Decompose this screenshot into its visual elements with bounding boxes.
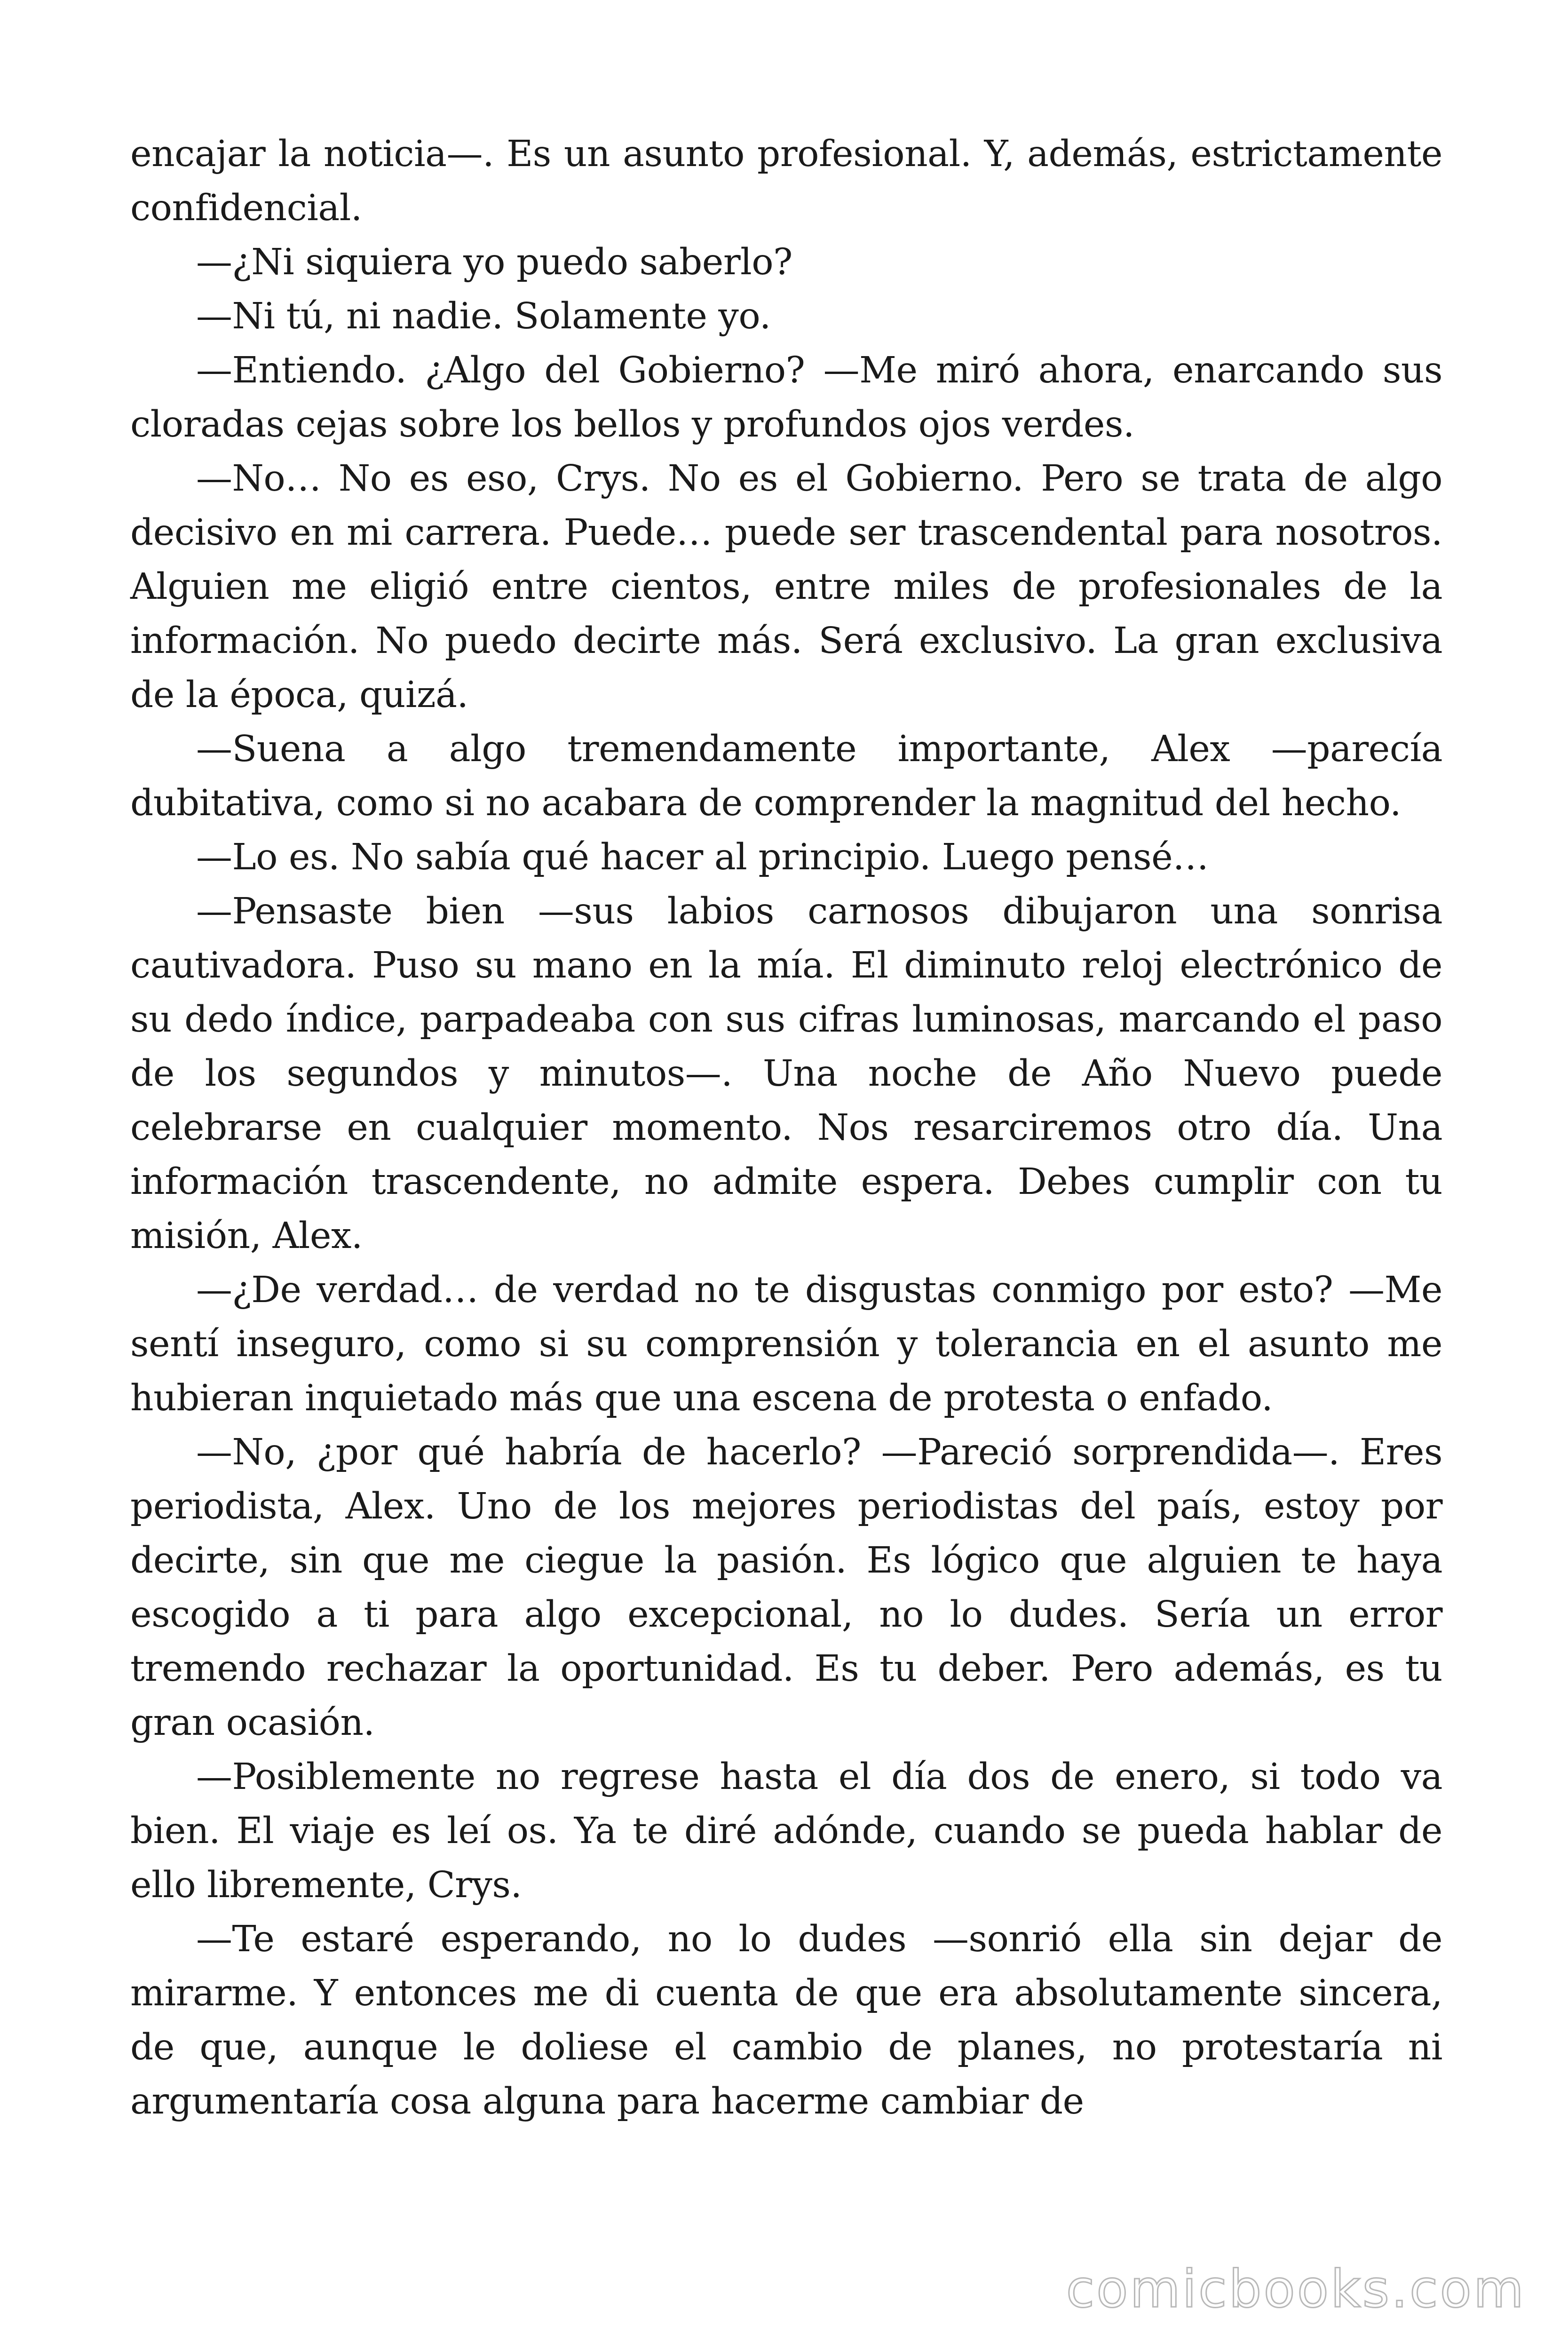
- book-page-text: [130, 127, 1442, 2129]
- paragraph: —Posiblemente no regrese hasta el día dos de enero, si todo va bien. El viaje es leí os. Ya te diré adónde, cuando se pueda hablar de ello libremente, Crys.: [130, 1756, 1442, 1906]
- paragraph: —Ni tú, ni nadie. Solamente yo.: [196, 295, 771, 337]
- paragraph: —Lo es. No sabía qué hacer al principio. Luego pensé…: [196, 836, 1209, 878]
- paragraph: —Entiendo. ¿Algo del Gobierno? —Me miró ahora, enarcando sus cloradas cejas sobre los bellos y profundos ojos verdes.: [130, 350, 1442, 445]
- paragraph: —No, ¿por qué habría de hacerlo? —Pareció sorprendida—. Eres periodista, Alex. Uno de los mejores periodistas del país, estoy por decirte, sin que me ciegue la pasión. Es lógico que alguien te haya escogido a ti para algo excepcional, no lo dudes. Sería un error tremendo rechazar la oportunidad. Es tu deber. Pero además, es tu gran ocasión.: [130, 1431, 1442, 1744]
- paragraph: —¿De verdad… de verdad no te disgustas conmigo por esto? —Me sentí inseguro, como si su comprensión y tolerancia en el asunto me hubieran inquietado más que una escena de protesta o enfado.: [130, 1269, 1442, 1419]
- paragraph: —Pensaste bien —sus labios carnosos dibujaron una sonrisa cautivadora. Puso su mano en la mía. El diminuto reloj electrónico de su dedo índice, parpadeaba con sus cifras luminosas, marcando el paso de los segundos y minutos—. Una noche de Año Nuevo puede celebrarse en cualquier momento. Nos resarciremos otro día. Una información trascendente, no admite espera. Debes cumplir con tu misión, Alex.: [130, 890, 1442, 1257]
- paragraph-continuation: encajar la noticia—. Es un asunto profesional. Y, además, estrictamente confidencial.: [130, 133, 1442, 229]
- paragraph: —¿Ni siquiera yo puedo saberlo?: [196, 241, 792, 283]
- watermark-logo: comicbooks.com: [1066, 2259, 1526, 2319]
- paragraph-last: —Te estaré esperando, no lo dudes —sonrió ella sin dejar de mirarme. Y entonces me di cuenta de que era absolutamente sincera, de que, aunque le doliese el cambio de planes, no protestaría ni argumentaría cosa alguna para hacerme cambiar de: [130, 1918, 1442, 2122]
- paragraph: —Suena a algo tremendamente importante, Alex —parecía dubitativa, como si no acabara de comprender la magnitud del hecho.: [130, 728, 1442, 824]
- paragraph: —No… No es eso, Crys. No es el Gobierno. Pero se trata de algo decisivo en mi carrera. Puede… puede ser trascendental para nosotros. Alguien me eligió entre cientos, entre miles de profesionales de la información. No puedo decirte más. Será exclusivo. La gran exclusiva de la época, quizá.: [130, 458, 1442, 716]
